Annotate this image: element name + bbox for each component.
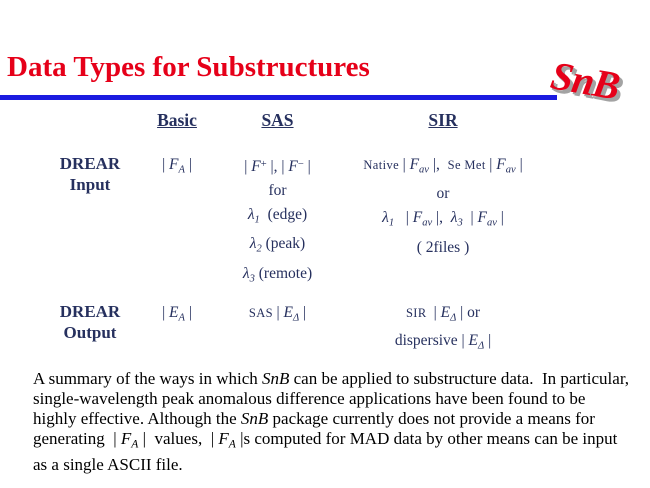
input-sas-cell bbox=[212, 153, 343, 291]
input-sir-native-semet: Native | $F_{av}$ |, Se Met | $F_{av}$ | bbox=[363, 156, 523, 176]
drear-output-label-line1: DREAR bbox=[59, 302, 121, 321]
summary-line-3: highly effective. Although the SnB package currently does not provide a means for bbox=[33, 409, 595, 428]
drear-output-label-line2: Output bbox=[63, 323, 117, 342]
summary-line-4: generating | $F_A$ | values, | $F_A$ |s computed for MAD data by other means can be input bbox=[33, 429, 618, 451]
column-header-basic-label: Basic bbox=[157, 110, 197, 130]
output-sir-dispersive: dispersive | $E_\Delta$ | bbox=[394, 332, 492, 352]
summary-line-5: as a single ASCII file. bbox=[33, 454, 183, 474]
input-sir-lambda-fav: $\lambda_1$ | $F_{av}$ |, $\lambda_3$ | $F_{av}$ | bbox=[382, 209, 504, 229]
input-sir-or: or bbox=[436, 185, 450, 203]
page-title: Data Types for Substructures bbox=[7, 51, 370, 83]
summary-paragraph bbox=[33, 369, 629, 475]
input-sir-2files: ( 2files ) bbox=[416, 238, 470, 256]
input-sas-lambda3-remote: $\lambda_3$ (remote) bbox=[242, 264, 313, 285]
drear-input-label-line2: Input bbox=[69, 175, 111, 194]
output-basic-ea: | $E_A$ | bbox=[162, 304, 192, 324]
drear-output-row bbox=[38, 301, 543, 358]
output-sas-cell bbox=[212, 301, 343, 358]
column-header-basic bbox=[142, 110, 212, 131]
input-sas-lambda2-peak: $\lambda_2$ (peak) bbox=[249, 235, 306, 255]
summary-line-2: single-wavelength peak anomalous difference applications have been found to be bbox=[33, 389, 586, 408]
title-rule bbox=[0, 95, 557, 100]
column-header-sir bbox=[343, 110, 543, 131]
input-sir-cell bbox=[343, 153, 543, 291]
drear-input-label-line1: DREAR bbox=[59, 154, 121, 173]
column-header-row bbox=[38, 110, 543, 131]
drear-output-label bbox=[38, 301, 142, 358]
input-sas-for: for bbox=[268, 182, 287, 199]
column-header-sas-label: SAS bbox=[261, 110, 294, 130]
column-header-sir-label: SIR bbox=[428, 110, 458, 130]
snb-logo: SnB bbox=[547, 52, 623, 109]
output-sir-cell bbox=[343, 301, 543, 358]
output-sas-edelta: SAS | $E_\Delta$ | bbox=[248, 304, 307, 324]
input-sas-fplus-fminus: | F+ |, | F− | bbox=[244, 158, 311, 175]
summary-line-1: A summary of the ways in which SnB can be applied to substructure data. In particular, bbox=[33, 369, 630, 388]
input-basic-cell bbox=[142, 153, 212, 291]
drear-input-label bbox=[38, 153, 142, 291]
column-header-spacer bbox=[38, 110, 142, 131]
input-sas-lambda1-edge: $\lambda_1$ (edge) bbox=[247, 206, 308, 226]
drear-input-row bbox=[38, 153, 543, 291]
output-basic-cell bbox=[142, 301, 212, 358]
column-header-sas bbox=[212, 110, 343, 131]
output-sir-edelta-or: SIR | $E_\Delta$ | or bbox=[405, 304, 481, 324]
input-basic-fa: | $F_A$ | bbox=[162, 156, 192, 176]
